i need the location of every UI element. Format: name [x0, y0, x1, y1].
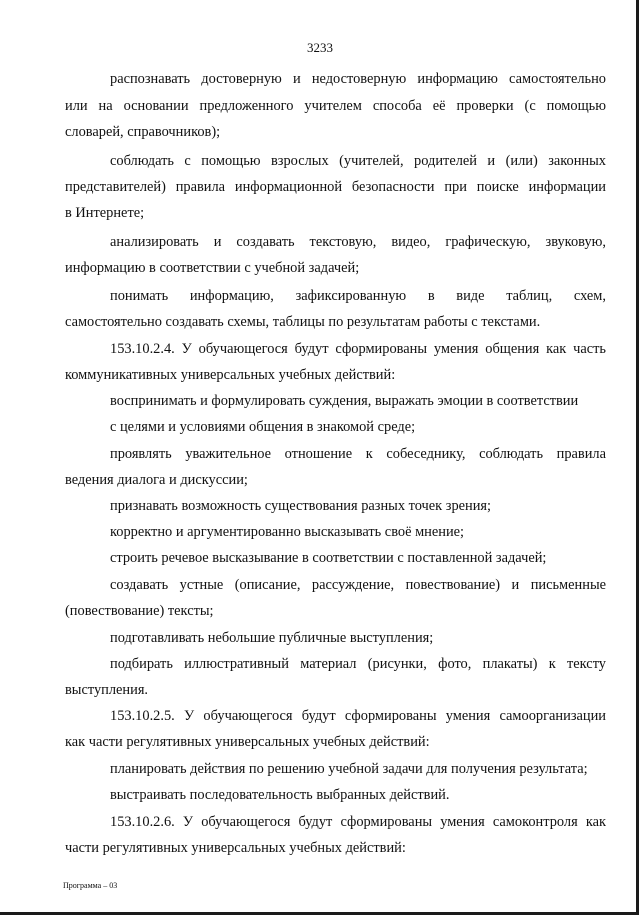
text-line: представителей) правила информационной безопасности при поиске информации [65, 179, 606, 195]
text-line: или на основании предложенного учителем способа её проверки (с помощью [65, 98, 606, 114]
text-line: проявлять уважительное отношение к собеседнику, соблюдать правила [110, 446, 606, 462]
text-line: анализировать и создавать текстовую, видео, графическую, звуковую, [110, 234, 606, 250]
text-line: планировать действия по решению учебной задачи для получения результата; [110, 761, 588, 777]
text-line: в Интернете; [65, 205, 145, 221]
text-line: словарей, справочников); [65, 124, 221, 140]
text-line: воспринимать и формулировать суждения, выражать эмоции в соответствии [110, 393, 579, 409]
text-line: информацию в соответствии с учебной задачей; [65, 260, 360, 276]
text-line: строить речевое высказывание в соответствии с поставленной задачей; [110, 550, 547, 566]
text-line: выстраивать последовательность выбранных действий. [110, 787, 450, 803]
text-line: признавать возможность существования разных точек зрения; [110, 498, 492, 514]
page-number: 3233 [307, 40, 333, 55]
text-line: самостоятельно создавать схемы, таблицы по результатам работы с текстами. [65, 314, 541, 330]
text-line: подбирать иллюстративный материал (рисунки, фото, плакаты) к тексту [110, 656, 606, 672]
text-line: подготавливать небольшие публичные выступления; [110, 630, 434, 646]
text-line: (повествование) тексты; [65, 603, 214, 619]
text-line: части регулятивных универсальных учебных действий: [65, 840, 406, 856]
section-heading-line: 153.10.2.5. У обучающегося будут сформированы умения самоорганизации [110, 708, 606, 724]
text-line: соблюдать с помощью взрослых (учителей, родителей и (или) законных [110, 153, 606, 169]
section-heading-line: 153.10.2.6. У обучающегося будут сформированы умения самоконтроля как [110, 814, 606, 830]
text-line: с целями и условиями общения в знакомой среде; [110, 419, 416, 435]
text-line: распознавать достоверную и недостоверную информацию самостоятельно [110, 71, 606, 87]
text-line: корректно и аргументированно высказывать своё мнение; [110, 524, 465, 540]
text-line: как части регулятивных универсальных учебных действий: [65, 734, 430, 750]
text-line: создавать устные (описание, рассуждение, повествование) и письменные [110, 577, 606, 593]
text-line: ведения диалога и дискуссии; [65, 472, 248, 488]
text-line: коммуникативных универсальных учебных действий: [65, 367, 396, 383]
text-line: выступления. [65, 682, 149, 698]
footer-note: Программа – 03 [63, 881, 118, 890]
section-heading-line: 153.10.2.4. У обучающегося будут сформированы умения общения как часть [110, 341, 606, 357]
text-line: понимать информацию, зафиксированную в виде таблиц, схем, [110, 288, 606, 304]
